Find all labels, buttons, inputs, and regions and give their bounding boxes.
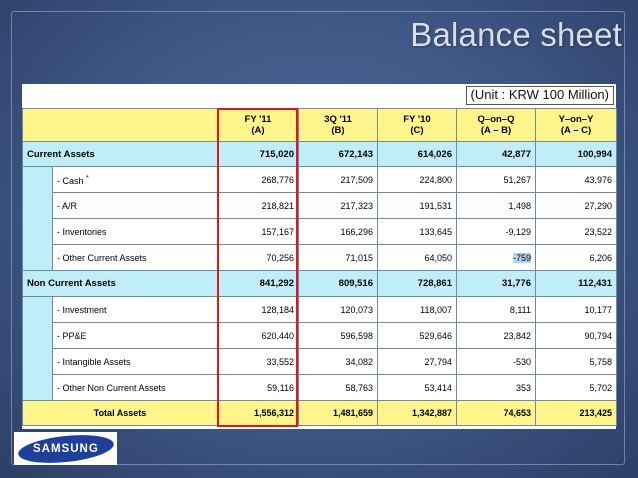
selected-text[interactable]: -759	[512, 252, 531, 263]
cell-value: 64,050	[378, 245, 457, 271]
cell-value: 217,323	[299, 193, 378, 219]
table-row-non-current-assets	[23, 271, 617, 297]
row-label: - Investment	[53, 297, 218, 323]
cell-value: -530	[457, 349, 536, 375]
header-row	[23, 109, 617, 142]
cell-value: 1,498	[457, 193, 536, 219]
table-row	[23, 349, 617, 375]
cell-value: 157,167	[218, 219, 299, 245]
cell-value: 6,206	[536, 245, 617, 271]
row-label-cell	[53, 167, 218, 193]
row-label: - Inventories	[53, 219, 218, 245]
header-line2: (B)	[331, 125, 345, 136]
cell-value: 53,414	[378, 375, 457, 401]
indent-cell	[23, 349, 53, 375]
cell-value: 34,082	[299, 349, 378, 375]
slide-title: Balance sheet	[410, 16, 622, 53]
cell-value: 224,800	[378, 167, 457, 193]
header-line2: (C)	[410, 125, 424, 136]
table-row	[23, 297, 617, 323]
cell-value: 1,481,659	[299, 401, 378, 426]
cell-value: 715,020	[218, 142, 299, 167]
cell-value: 112,431	[536, 271, 617, 297]
indent-cell	[23, 323, 53, 349]
cell-value: 71,015	[299, 245, 378, 271]
indent-cell	[23, 193, 53, 219]
cell-value: 8,111	[457, 297, 536, 323]
indent-cell	[23, 219, 53, 245]
header-fy10	[378, 109, 457, 142]
header-label-cell	[23, 109, 218, 142]
cell-value: 23,842	[457, 323, 536, 349]
cell-value: 353	[457, 375, 536, 401]
cell-value: 51,267	[457, 167, 536, 193]
row-label: - Intangible Assets	[53, 349, 218, 375]
cell-value: 5,758	[536, 349, 617, 375]
cell-value: 23,522	[536, 219, 617, 245]
cell-value: 74,653	[457, 401, 536, 426]
cell-value: 70,256	[218, 245, 299, 271]
cell-value: 100,994	[536, 142, 617, 167]
table-row	[23, 375, 617, 401]
cell-value: 90,794	[536, 323, 617, 349]
table-row	[23, 219, 617, 245]
cell-value: 33,552	[218, 349, 299, 375]
table-row	[23, 245, 617, 271]
cell-value: 217,509	[299, 167, 378, 193]
cell-value: 268,776	[218, 167, 299, 193]
cell-value: 809,516	[299, 271, 378, 297]
indent-cell	[23, 245, 53, 271]
footnote-marker: *	[86, 173, 89, 182]
table-panel	[22, 84, 616, 429]
header-line2: (A – B)	[480, 125, 512, 136]
balance-sheet-table	[22, 108, 617, 426]
cell-value: 596,598	[299, 323, 378, 349]
cell-value: 10,177	[536, 297, 617, 323]
cell-value: 58,763	[299, 375, 378, 401]
cell-value: 529,646	[378, 323, 457, 349]
indent-cell	[23, 167, 53, 193]
header-line2: (A)	[251, 125, 265, 136]
row-label: Current Assets	[23, 142, 218, 167]
cell-value: 218,821	[218, 193, 299, 219]
row-label: - Other Current Assets	[53, 245, 218, 271]
logo-text: SAMSUNG	[32, 442, 99, 455]
header-line1: FY '11	[244, 114, 272, 125]
row-label: Total Assets	[23, 401, 218, 426]
cell-value: 213,425	[536, 401, 617, 426]
table-row	[23, 193, 617, 219]
cell-value: 27,794	[378, 349, 457, 375]
indent-cell	[23, 375, 53, 401]
table-row-total-assets	[23, 401, 617, 426]
cell-value: 27,290	[536, 193, 617, 219]
table-row	[23, 167, 617, 193]
header-yoy	[536, 109, 617, 142]
cell-value: 42,877	[457, 142, 536, 167]
row-label: - Cash	[57, 176, 84, 186]
cell-value: 841,292	[218, 271, 299, 297]
row-label: - PP&E	[53, 323, 218, 349]
header-qoq	[457, 109, 536, 142]
row-label: - A/R	[53, 193, 218, 219]
cell-value: 31,776	[457, 271, 536, 297]
samsung-logo	[14, 432, 117, 465]
header-line1: 3Q '11	[324, 114, 352, 125]
cell-value: 128,184	[218, 297, 299, 323]
indent-cell	[23, 297, 53, 323]
cell-value: 1,556,312	[218, 401, 299, 426]
header-line1: FY '10	[403, 114, 431, 125]
header-line2: (A – C)	[560, 125, 592, 136]
cell-value: 118,007	[378, 297, 457, 323]
header-line1: Y–on–Y	[558, 114, 594, 125]
table-row-current-assets	[23, 142, 617, 167]
logo-oval	[16, 431, 114, 467]
cell-value: 728,861	[378, 271, 457, 297]
cell-value: 1,342,887	[378, 401, 457, 426]
cell-value: 120,073	[299, 297, 378, 323]
header-line1: Q–on–Q	[477, 114, 515, 125]
cell-value: -9,129	[457, 219, 536, 245]
row-label: Non Current Assets	[23, 271, 218, 297]
table-row	[23, 323, 617, 349]
cell-value-selected	[457, 245, 536, 271]
row-label: - Other Non Current Assets	[53, 375, 218, 401]
cell-value: 133,645	[378, 219, 457, 245]
cell-value: 166,296	[299, 219, 378, 245]
cell-value: 672,143	[299, 142, 378, 167]
cell-value: 614,026	[378, 142, 457, 167]
unit-label: (Unit : KRW 100 Million)	[466, 86, 614, 105]
cell-value: 59,116	[218, 375, 299, 401]
header-fy11	[218, 109, 299, 142]
cell-value: 5,702	[536, 375, 617, 401]
cell-value: 191,531	[378, 193, 457, 219]
header-3q11	[299, 109, 378, 142]
cell-value: 43,976	[536, 167, 617, 193]
cell-value: 620,440	[218, 323, 299, 349]
